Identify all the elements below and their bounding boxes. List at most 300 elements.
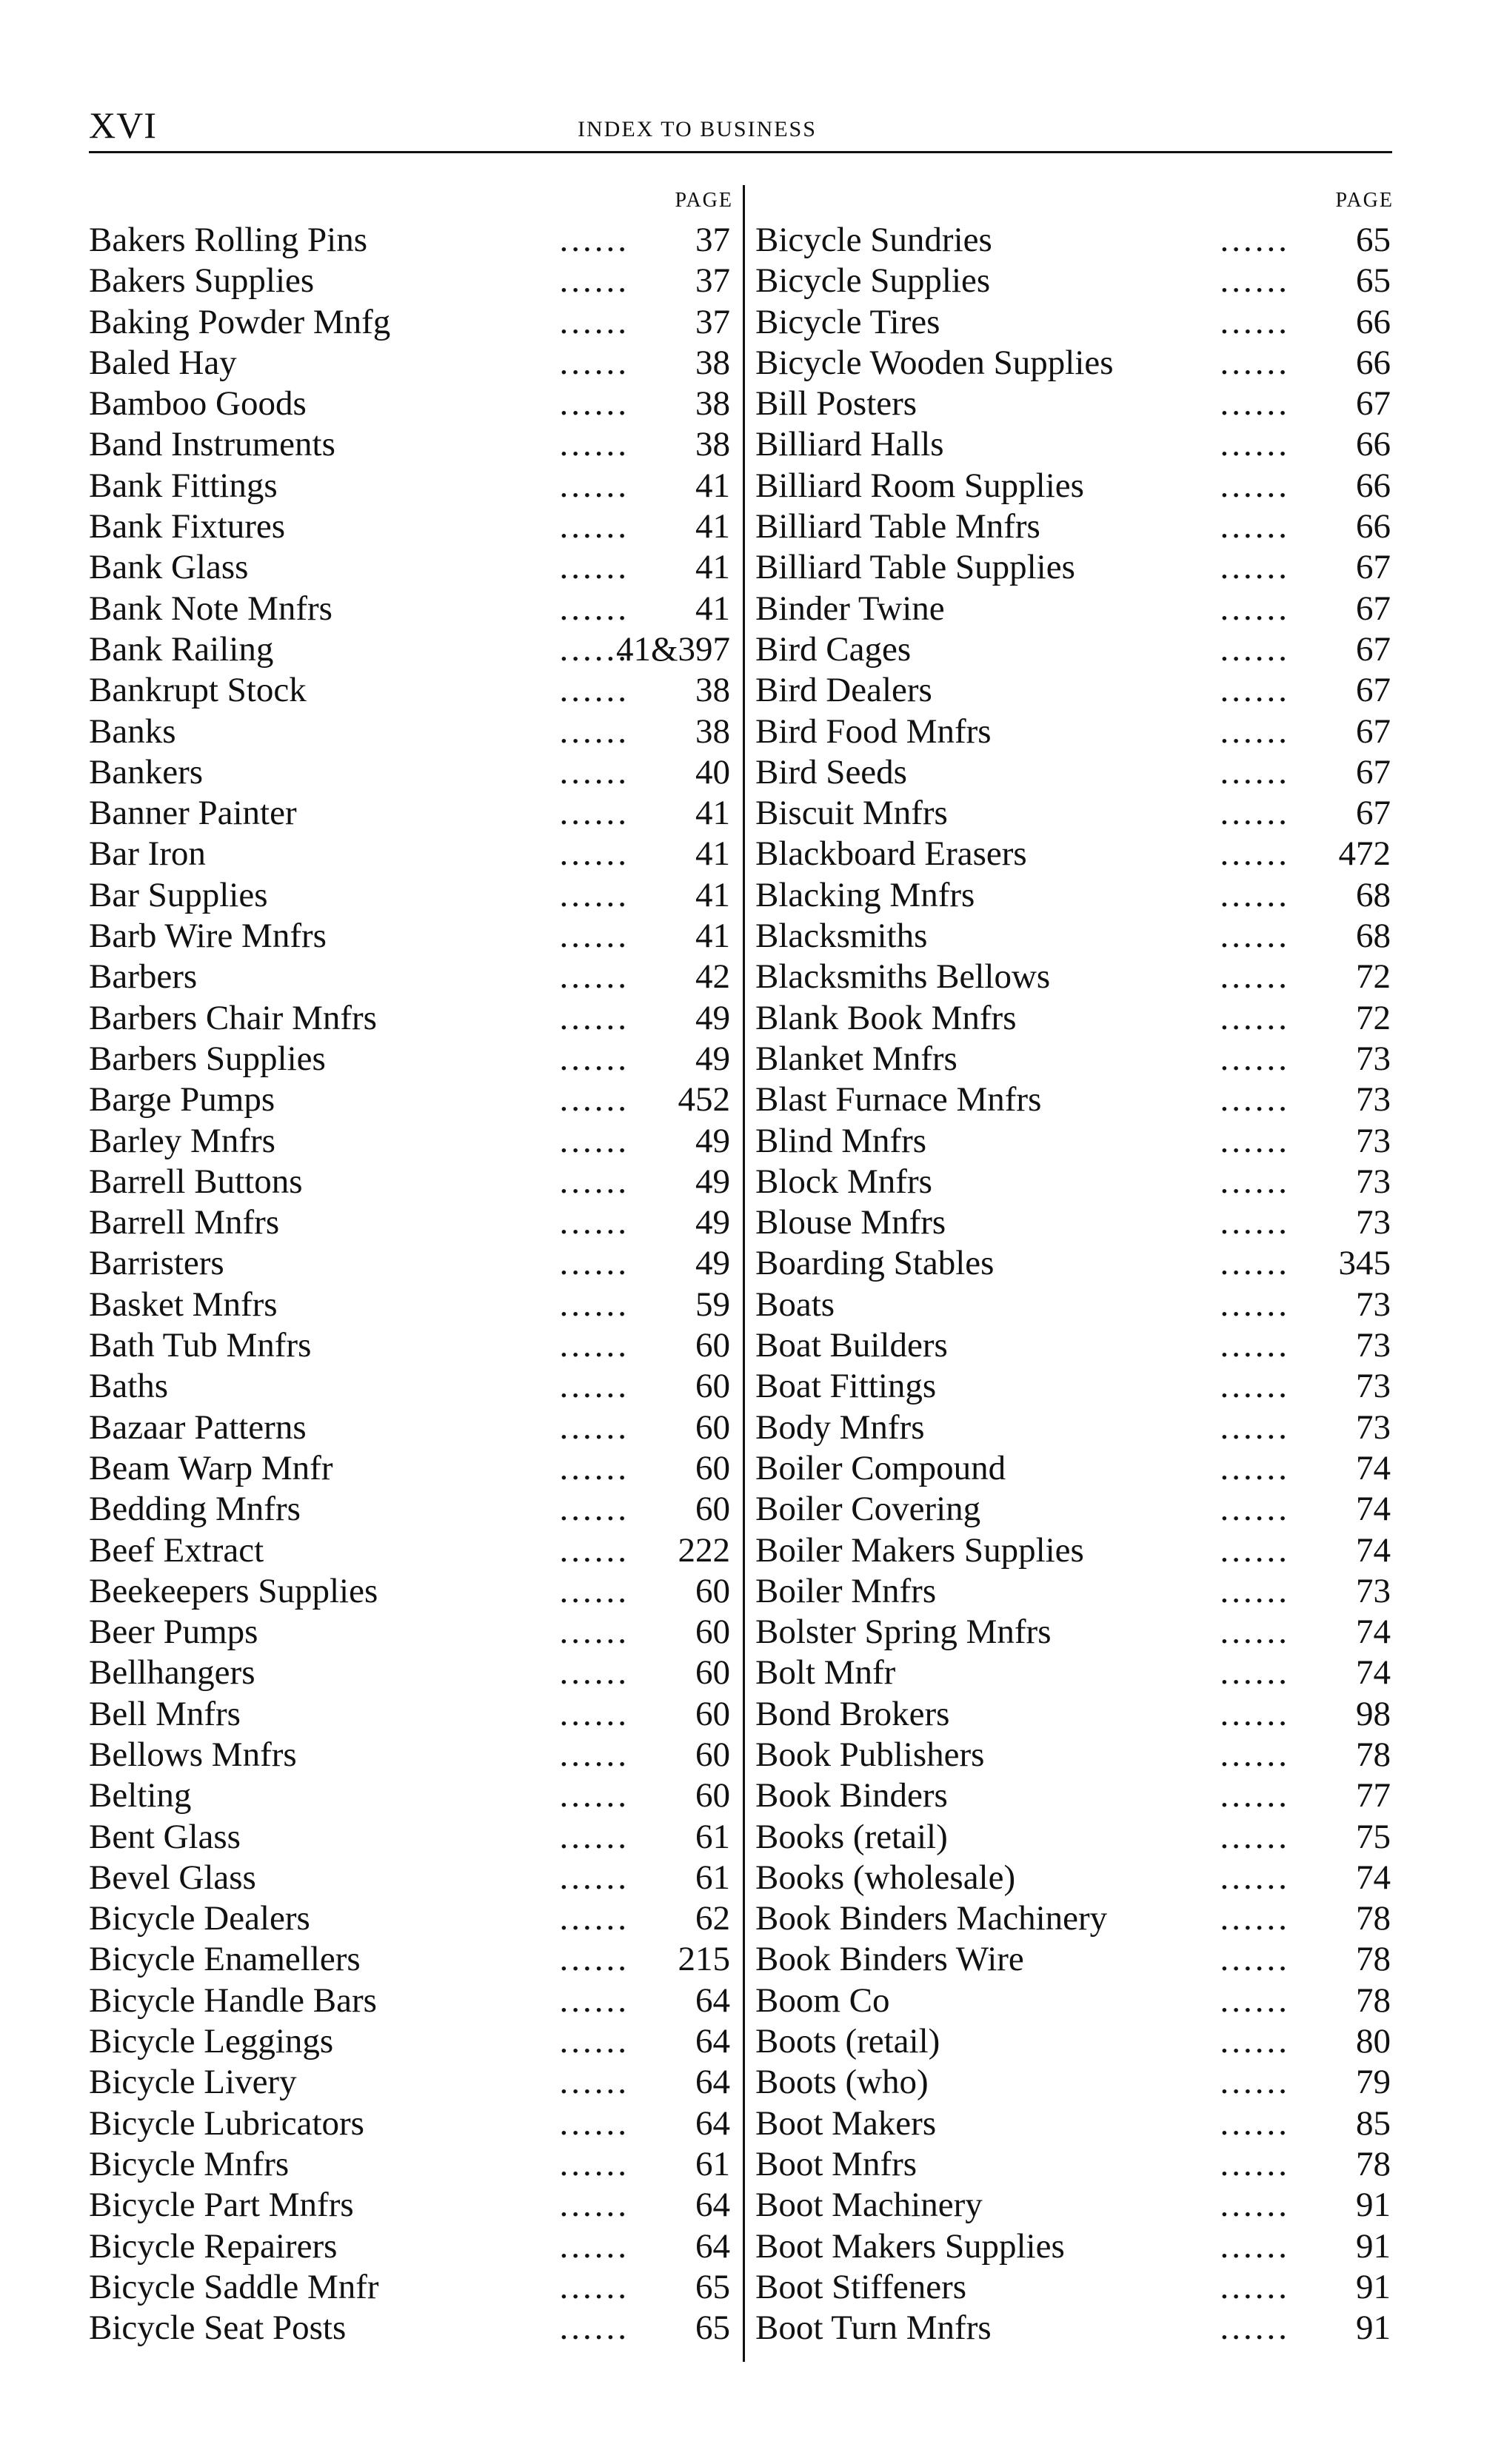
dot-leader: ...... <box>559 1448 629 1487</box>
dot-leader: ...... <box>559 1367 629 1406</box>
dot-leader: ...... <box>559 221 629 259</box>
entry-page-number: 68 <box>1356 917 1391 956</box>
index-entry <box>89 2226 733 2267</box>
entry-name: Bank Note Mnfrs <box>89 589 332 628</box>
entry-page-number: 74 <box>1356 1858 1391 1897</box>
entry-page-number: 73 <box>1356 1407 1391 1447</box>
entry-page-number: 64 <box>695 2022 730 2061</box>
entry-name: Bell Mnfrs <box>89 1694 241 1733</box>
index-entry <box>89 1898 733 1939</box>
entry-page-number: 67 <box>1356 384 1391 424</box>
index-entry <box>755 2144 1394 2185</box>
dot-leader: ...... <box>1220 917 1290 956</box>
entry-page-number: 37 <box>695 261 730 301</box>
entry-name: Binder Twine <box>755 589 945 628</box>
index-entry <box>755 424 1394 465</box>
entry-name: Beam Warp Mnfr <box>89 1448 333 1487</box>
entry-name: Boot Machinery <box>755 2186 983 2225</box>
dot-leader: ...... <box>1220 1121 1290 1160</box>
running-title: INDEX TO BUSINESS <box>578 117 817 141</box>
dot-leader: ...... <box>559 629 629 669</box>
entry-name: Blacking Mnfrs <box>755 875 975 914</box>
entry-page-number: 61 <box>695 1817 730 1856</box>
entry-name: Boom Co <box>755 1981 890 2020</box>
entry-page-number: 65 <box>1356 261 1391 301</box>
entry-name: Bird Dealers <box>755 671 932 710</box>
entry-page-number: 80 <box>1356 2022 1391 2061</box>
index-entry <box>755 343 1394 384</box>
entry-page-number: 72 <box>1356 957 1391 997</box>
entry-page-number: 66 <box>1356 507 1391 546</box>
index-entry <box>89 547 733 588</box>
dot-leader: ...... <box>559 1326 629 1365</box>
dot-leader: ...... <box>1220 1326 1290 1365</box>
index-entry <box>89 1448 733 1489</box>
index-entry <box>89 1571 733 1612</box>
index-entry <box>89 1612 733 1653</box>
dot-leader: ...... <box>1220 1162 1290 1201</box>
entry-name: Bicycle Mnfrs <box>89 2144 290 2183</box>
dot-leader: ...... <box>559 1490 629 1529</box>
entry-page-number: 41&397 <box>615 629 730 669</box>
entry-name: Band Instruments <box>89 425 335 464</box>
dot-leader: ...... <box>1220 1776 1290 1815</box>
index-entry <box>89 1285 733 1325</box>
index-entry <box>755 1202 1394 1243</box>
index-entry <box>755 712 1394 752</box>
entry-page-number: 42 <box>695 957 730 997</box>
entry-name: Bicycle Enamellers <box>89 1940 361 1979</box>
right-column <box>755 189 1394 2348</box>
header-rule <box>89 151 1392 153</box>
index-entry <box>755 2021 1394 2062</box>
entry-name: Bazaar Patterns <box>89 1407 307 1447</box>
dot-leader: ...... <box>559 1776 629 1815</box>
entry-page-number: 72 <box>1356 998 1391 1037</box>
entry-page-number: 60 <box>695 1326 730 1365</box>
dot-leader: ...... <box>1220 261 1290 301</box>
dot-leader: ...... <box>559 794 629 833</box>
entry-name: Block Mnfrs <box>755 1162 932 1201</box>
dot-leader: ...... <box>1220 629 1290 669</box>
entry-name: Bicycle Livery <box>89 2063 297 2102</box>
column-divider <box>743 185 745 2362</box>
dot-leader: ...... <box>559 1653 629 1693</box>
dot-leader: ...... <box>559 1817 629 1856</box>
entry-page-number: 64 <box>695 2186 730 2225</box>
index-entry <box>755 547 1394 588</box>
entry-name: Beekeepers Supplies <box>89 1571 378 1610</box>
entry-page-number: 38 <box>695 425 730 464</box>
entry-page-number: 91 <box>1356 2226 1391 2266</box>
dot-leader: ...... <box>559 466 629 505</box>
dot-leader: ...... <box>1220 1039 1290 1078</box>
index-entry <box>755 261 1394 301</box>
dot-leader: ...... <box>1220 384 1290 424</box>
index-entry <box>755 384 1394 424</box>
dot-leader: ...... <box>559 834 629 874</box>
index-entry <box>755 957 1394 997</box>
entry-name: Blackboard Erasers <box>755 834 1027 874</box>
dot-leader: ...... <box>1220 1940 1290 1979</box>
entry-name: Banner Painter <box>89 794 297 833</box>
dot-leader: ...... <box>559 1694 629 1733</box>
entry-name: Blanket Mnfrs <box>755 1039 957 1078</box>
dot-leader: ...... <box>559 2103 629 2143</box>
dot-leader: ...... <box>559 1039 629 1078</box>
entry-page-number: 73 <box>1356 1285 1391 1324</box>
entry-name: Bakers Supplies <box>89 261 315 301</box>
index-entry <box>89 752 733 793</box>
index-entry <box>755 875 1394 916</box>
entry-page-number: 67 <box>1356 712 1391 751</box>
index-entry <box>755 1243 1394 1284</box>
entry-page-number: 62 <box>695 1899 730 1938</box>
entry-page-number: 74 <box>1356 1613 1391 1652</box>
index-entry <box>89 1939 733 1980</box>
index-entry <box>89 1325 733 1366</box>
index-entry <box>755 1653 1394 1693</box>
index-entry <box>755 1694 1394 1735</box>
entry-name: Barbers Chair Mnfrs <box>89 998 377 1037</box>
entry-name: Bolster Spring Mnfrs <box>755 1613 1052 1652</box>
entry-name: Blacksmiths Bellows <box>755 957 1051 997</box>
dot-leader: ...... <box>1220 1694 1290 1733</box>
dot-leader: ...... <box>559 1981 629 2020</box>
entry-page-number: 49 <box>695 1244 730 1283</box>
index-entry <box>89 1775 733 1816</box>
index-entry <box>89 1530 733 1571</box>
index-entry <box>755 1039 1394 1079</box>
entry-page-number: 49 <box>695 1162 730 1201</box>
entry-page-number: 73 <box>1356 1121 1391 1160</box>
entry-page-number: 49 <box>695 1203 730 1242</box>
entry-page-number: 67 <box>1356 589 1391 628</box>
entry-name: Body Mnfrs <box>755 1407 925 1447</box>
index-entry <box>89 834 733 874</box>
dot-leader: ...... <box>559 1735 629 1774</box>
index-entry <box>755 1079 1394 1120</box>
entry-page-number: 78 <box>1356 2144 1391 2183</box>
entry-page-number: 215 <box>678 1940 730 1979</box>
entry-page-number: 65 <box>695 2309 730 2348</box>
entry-name: Billiard Halls <box>755 425 944 464</box>
dot-leader: ...... <box>559 2186 629 2225</box>
dot-leader: ...... <box>559 998 629 1037</box>
entry-name: Bicycle Dealers <box>89 1899 310 1938</box>
entry-name: Bevel Glass <box>89 1858 256 1897</box>
entry-page-number: 61 <box>695 2144 730 2183</box>
entry-page-number: 60 <box>695 1613 730 1652</box>
entry-page-number: 41 <box>695 875 730 914</box>
dot-leader: ...... <box>1220 507 1290 546</box>
entry-name: Bakers Rolling Pins <box>89 221 368 259</box>
index-entry <box>89 957 733 997</box>
entry-name: Bent Glass <box>89 1817 241 1856</box>
index-entry <box>89 1981 733 2021</box>
index-entry <box>755 1858 1394 1898</box>
dot-leader: ...... <box>559 261 629 301</box>
entry-name: Bicycle Supplies <box>755 261 991 301</box>
entry-page-number: 38 <box>695 712 730 751</box>
entry-page-number: 67 <box>1356 671 1391 710</box>
entry-name: Bankers <box>89 752 204 791</box>
entry-name: Books (retail) <box>755 1817 948 1856</box>
index-entry <box>755 2103 1394 2144</box>
dot-leader: ...... <box>1220 548 1290 587</box>
dot-leader: ...... <box>1220 794 1290 833</box>
entry-name: Boiler Mnfrs <box>755 1571 937 1610</box>
left-page-heading: PAGE <box>675 189 733 212</box>
entry-page-number: 65 <box>1356 221 1391 259</box>
entry-page-number: 60 <box>695 1571 730 1610</box>
entry-page-number: 49 <box>695 1121 730 1160</box>
dot-leader: ...... <box>1220 1490 1290 1529</box>
index-entry <box>755 793 1394 834</box>
dot-leader: ...... <box>559 1203 629 1242</box>
entry-name: Bicycle Wooden Supplies <box>755 343 1114 382</box>
entry-page-number: 66 <box>1356 302 1391 341</box>
dot-leader: ...... <box>559 1285 629 1324</box>
entry-page-number: 41 <box>695 834 730 874</box>
entry-name: Bankrupt Stock <box>89 671 307 710</box>
dot-leader: ...... <box>559 589 629 628</box>
entry-page-number: 91 <box>1356 2186 1391 2225</box>
entry-page-number: 60 <box>695 1367 730 1406</box>
entry-name: Boiler Makers Supplies <box>755 1530 1084 1570</box>
dot-leader: ...... <box>559 1121 629 1160</box>
entry-page-number: 64 <box>695 2103 730 2143</box>
dot-leader: ...... <box>1220 752 1290 791</box>
dot-leader: ...... <box>1220 1407 1290 1447</box>
entry-page-number: 37 <box>695 302 730 341</box>
entry-page-number: 64 <box>695 2063 730 2102</box>
entry-name: Boot Turn Mnfrs <box>755 2309 992 2348</box>
dot-leader: ...... <box>1220 2186 1290 2225</box>
entry-name: Boot Makers <box>755 2103 937 2143</box>
index-entry <box>755 1366 1394 1407</box>
entry-name: Boarding Stables <box>755 1244 995 1283</box>
dot-leader: ...... <box>1220 2103 1290 2143</box>
entry-name: Barley Mnfrs <box>89 1121 275 1160</box>
index-entry <box>755 2226 1394 2267</box>
entry-name: Bank Fittings <box>89 466 278 505</box>
entry-name: Bicycle Part Mnfrs <box>89 2186 354 2225</box>
index-entry <box>755 2185 1394 2226</box>
index-entry <box>89 1079 733 1120</box>
entry-name: Boots (retail) <box>755 2022 940 2061</box>
entry-name: Baths <box>89 1367 169 1406</box>
index-entry <box>89 1735 733 1775</box>
entry-name: Billiard Table Supplies <box>755 548 1075 587</box>
dot-leader: ...... <box>1220 1244 1290 1283</box>
entry-name: Baking Powder Mnfg <box>89 302 391 341</box>
index-entry <box>89 1202 733 1243</box>
entry-name: Bird Food Mnfrs <box>755 712 992 751</box>
entry-page-number: 41 <box>695 917 730 956</box>
entry-page-number: 73 <box>1356 1203 1391 1242</box>
entry-page-number: 41 <box>695 466 730 505</box>
index-entry <box>755 1939 1394 1980</box>
dot-leader: ...... <box>1220 1653 1290 1693</box>
entry-page-number: 73 <box>1356 1326 1391 1365</box>
dot-leader: ...... <box>559 507 629 546</box>
index-entry <box>89 2144 733 2185</box>
dot-leader: ...... <box>1220 1981 1290 2020</box>
entry-page-number: 345 <box>1338 1244 1391 1283</box>
entry-name: Book Binders Wire <box>755 1940 1024 1979</box>
index-entry <box>89 1039 733 1079</box>
dot-leader: ...... <box>1220 834 1290 874</box>
entry-page-number: 78 <box>1356 1735 1391 1774</box>
entry-name: Billiard Table Mnfrs <box>755 507 1040 546</box>
index-entry <box>755 629 1394 670</box>
index-entry <box>89 2021 733 2062</box>
entry-page-number: 73 <box>1356 1039 1391 1078</box>
index-entry <box>89 466 733 506</box>
entry-name: Barbers Supplies <box>89 1039 326 1078</box>
entry-name: Bond Brokers <box>755 1694 950 1733</box>
index-entry <box>89 1653 733 1693</box>
index-entry <box>89 1121 733 1162</box>
dot-leader: ...... <box>1220 466 1290 505</box>
index-entry <box>89 2267 733 2308</box>
entry-name: Bicycle Saddle Mnfr <box>89 2267 379 2306</box>
entry-name: Boats <box>755 1285 835 1324</box>
index-entry <box>755 1735 1394 1775</box>
entry-page-number: 74 <box>1356 1530 1391 1570</box>
entry-page-number: 74 <box>1356 1490 1391 1529</box>
entry-name: Bellhangers <box>89 1653 255 1693</box>
index-entry <box>755 589 1394 629</box>
entry-page-number: 41 <box>695 794 730 833</box>
entry-page-number: 85 <box>1356 2103 1391 2143</box>
index-entry <box>89 916 733 957</box>
index-entry <box>755 466 1394 506</box>
entry-page-number: 60 <box>695 1694 730 1733</box>
index-entry <box>755 1571 1394 1612</box>
entry-page-number: 77 <box>1356 1776 1391 1815</box>
dot-leader: ...... <box>1220 2309 1290 2348</box>
index-entry <box>755 998 1394 1039</box>
dot-leader: ...... <box>559 2022 629 2061</box>
entry-page-number: 38 <box>695 343 730 382</box>
entry-page-number: 452 <box>678 1080 730 1119</box>
entry-name: Biscuit Mnfrs <box>755 794 948 833</box>
entry-page-number: 59 <box>695 1285 730 1324</box>
dot-leader: ...... <box>1220 1899 1290 1938</box>
dot-leader: ...... <box>559 2309 629 2348</box>
dot-leader: ...... <box>1220 671 1290 710</box>
index-entry <box>89 261 733 301</box>
index-entry <box>89 302 733 343</box>
dot-leader: ...... <box>1220 2063 1290 2102</box>
index-entry <box>89 2308 733 2348</box>
entry-name: Bicycle Tires <box>755 302 940 341</box>
dot-leader: ...... <box>1220 1203 1290 1242</box>
index-entry <box>755 1162 1394 1202</box>
entry-name: Boat Builders <box>755 1326 948 1365</box>
entry-page-number: 222 <box>678 1530 730 1570</box>
dot-leader: ...... <box>559 752 629 791</box>
dot-leader: ...... <box>1220 2144 1290 2183</box>
dot-leader: ...... <box>559 957 629 997</box>
index-entry <box>89 1162 733 1202</box>
index-entry <box>755 1407 1394 1448</box>
left-entry-list <box>89 220 733 2348</box>
index-entry <box>89 1694 733 1735</box>
index-entry <box>89 1366 733 1407</box>
index-entry <box>89 1489 733 1530</box>
index-entry <box>89 2103 733 2144</box>
entry-name: Blind Mnfrs <box>755 1121 927 1160</box>
entry-name: Bicycle Seat Posts <box>89 2309 347 2348</box>
dot-leader: ...... <box>1220 1817 1290 1856</box>
index-entry <box>89 2062 733 2103</box>
entry-page-number: 91 <box>1356 2309 1391 2348</box>
entry-name: Bicycle Repairers <box>89 2226 338 2266</box>
entry-page-number: 60 <box>695 1653 730 1693</box>
dot-leader: ...... <box>1220 2022 1290 2061</box>
index-entry <box>89 384 733 424</box>
entry-name: Banks <box>89 712 176 751</box>
entry-name: Boots (who) <box>755 2063 929 2102</box>
index-entry <box>755 1775 1394 1816</box>
entry-name: Bank Fixtures <box>89 507 286 546</box>
entry-page-number: 38 <box>695 384 730 424</box>
dot-leader: ...... <box>559 917 629 956</box>
index-entry <box>89 998 733 1039</box>
dot-leader: ...... <box>559 302 629 341</box>
dot-leader: ...... <box>559 1899 629 1938</box>
entry-name: Bedding Mnfrs <box>89 1490 301 1529</box>
index-entry <box>755 1121 1394 1162</box>
entry-name: Belting <box>89 1776 192 1815</box>
index-entry <box>755 1981 1394 2021</box>
index-entry <box>755 1817 1394 1858</box>
dot-leader: ...... <box>559 1940 629 1979</box>
dot-leader: ...... <box>559 1613 629 1652</box>
dot-leader: ...... <box>1220 1448 1290 1487</box>
index-entry <box>89 2185 733 2226</box>
entry-page-number: 37 <box>695 221 730 259</box>
entry-page-number: 64 <box>695 2226 730 2266</box>
dot-leader: ...... <box>1220 1367 1290 1406</box>
index-entry <box>89 1817 733 1858</box>
index-entry <box>89 506 733 547</box>
dot-leader: ...... <box>559 1858 629 1897</box>
entry-page-number: 49 <box>695 1039 730 1078</box>
right-entry-list <box>755 220 1394 2348</box>
entry-name: Bank Glass <box>89 548 249 587</box>
dot-leader: ...... <box>1220 2267 1290 2306</box>
entry-page-number: 78 <box>1356 1899 1391 1938</box>
entry-page-number: 73 <box>1356 1080 1391 1119</box>
dot-leader: ...... <box>1220 302 1290 341</box>
dot-leader: ...... <box>559 2063 629 2102</box>
index-entry <box>755 1489 1394 1530</box>
dot-leader: ...... <box>559 2267 629 2306</box>
index-entry <box>89 793 733 834</box>
entry-page-number: 41 <box>695 548 730 587</box>
entry-name: Baled Hay <box>89 343 237 382</box>
entry-page-number: 61 <box>695 1858 730 1897</box>
index-entry <box>755 1285 1394 1325</box>
dot-leader: ...... <box>559 1571 629 1610</box>
entry-name: Bar Iron <box>89 834 206 874</box>
entry-name: Bolt Mnfr <box>755 1653 896 1693</box>
entry-page-number: 68 <box>1356 875 1391 914</box>
